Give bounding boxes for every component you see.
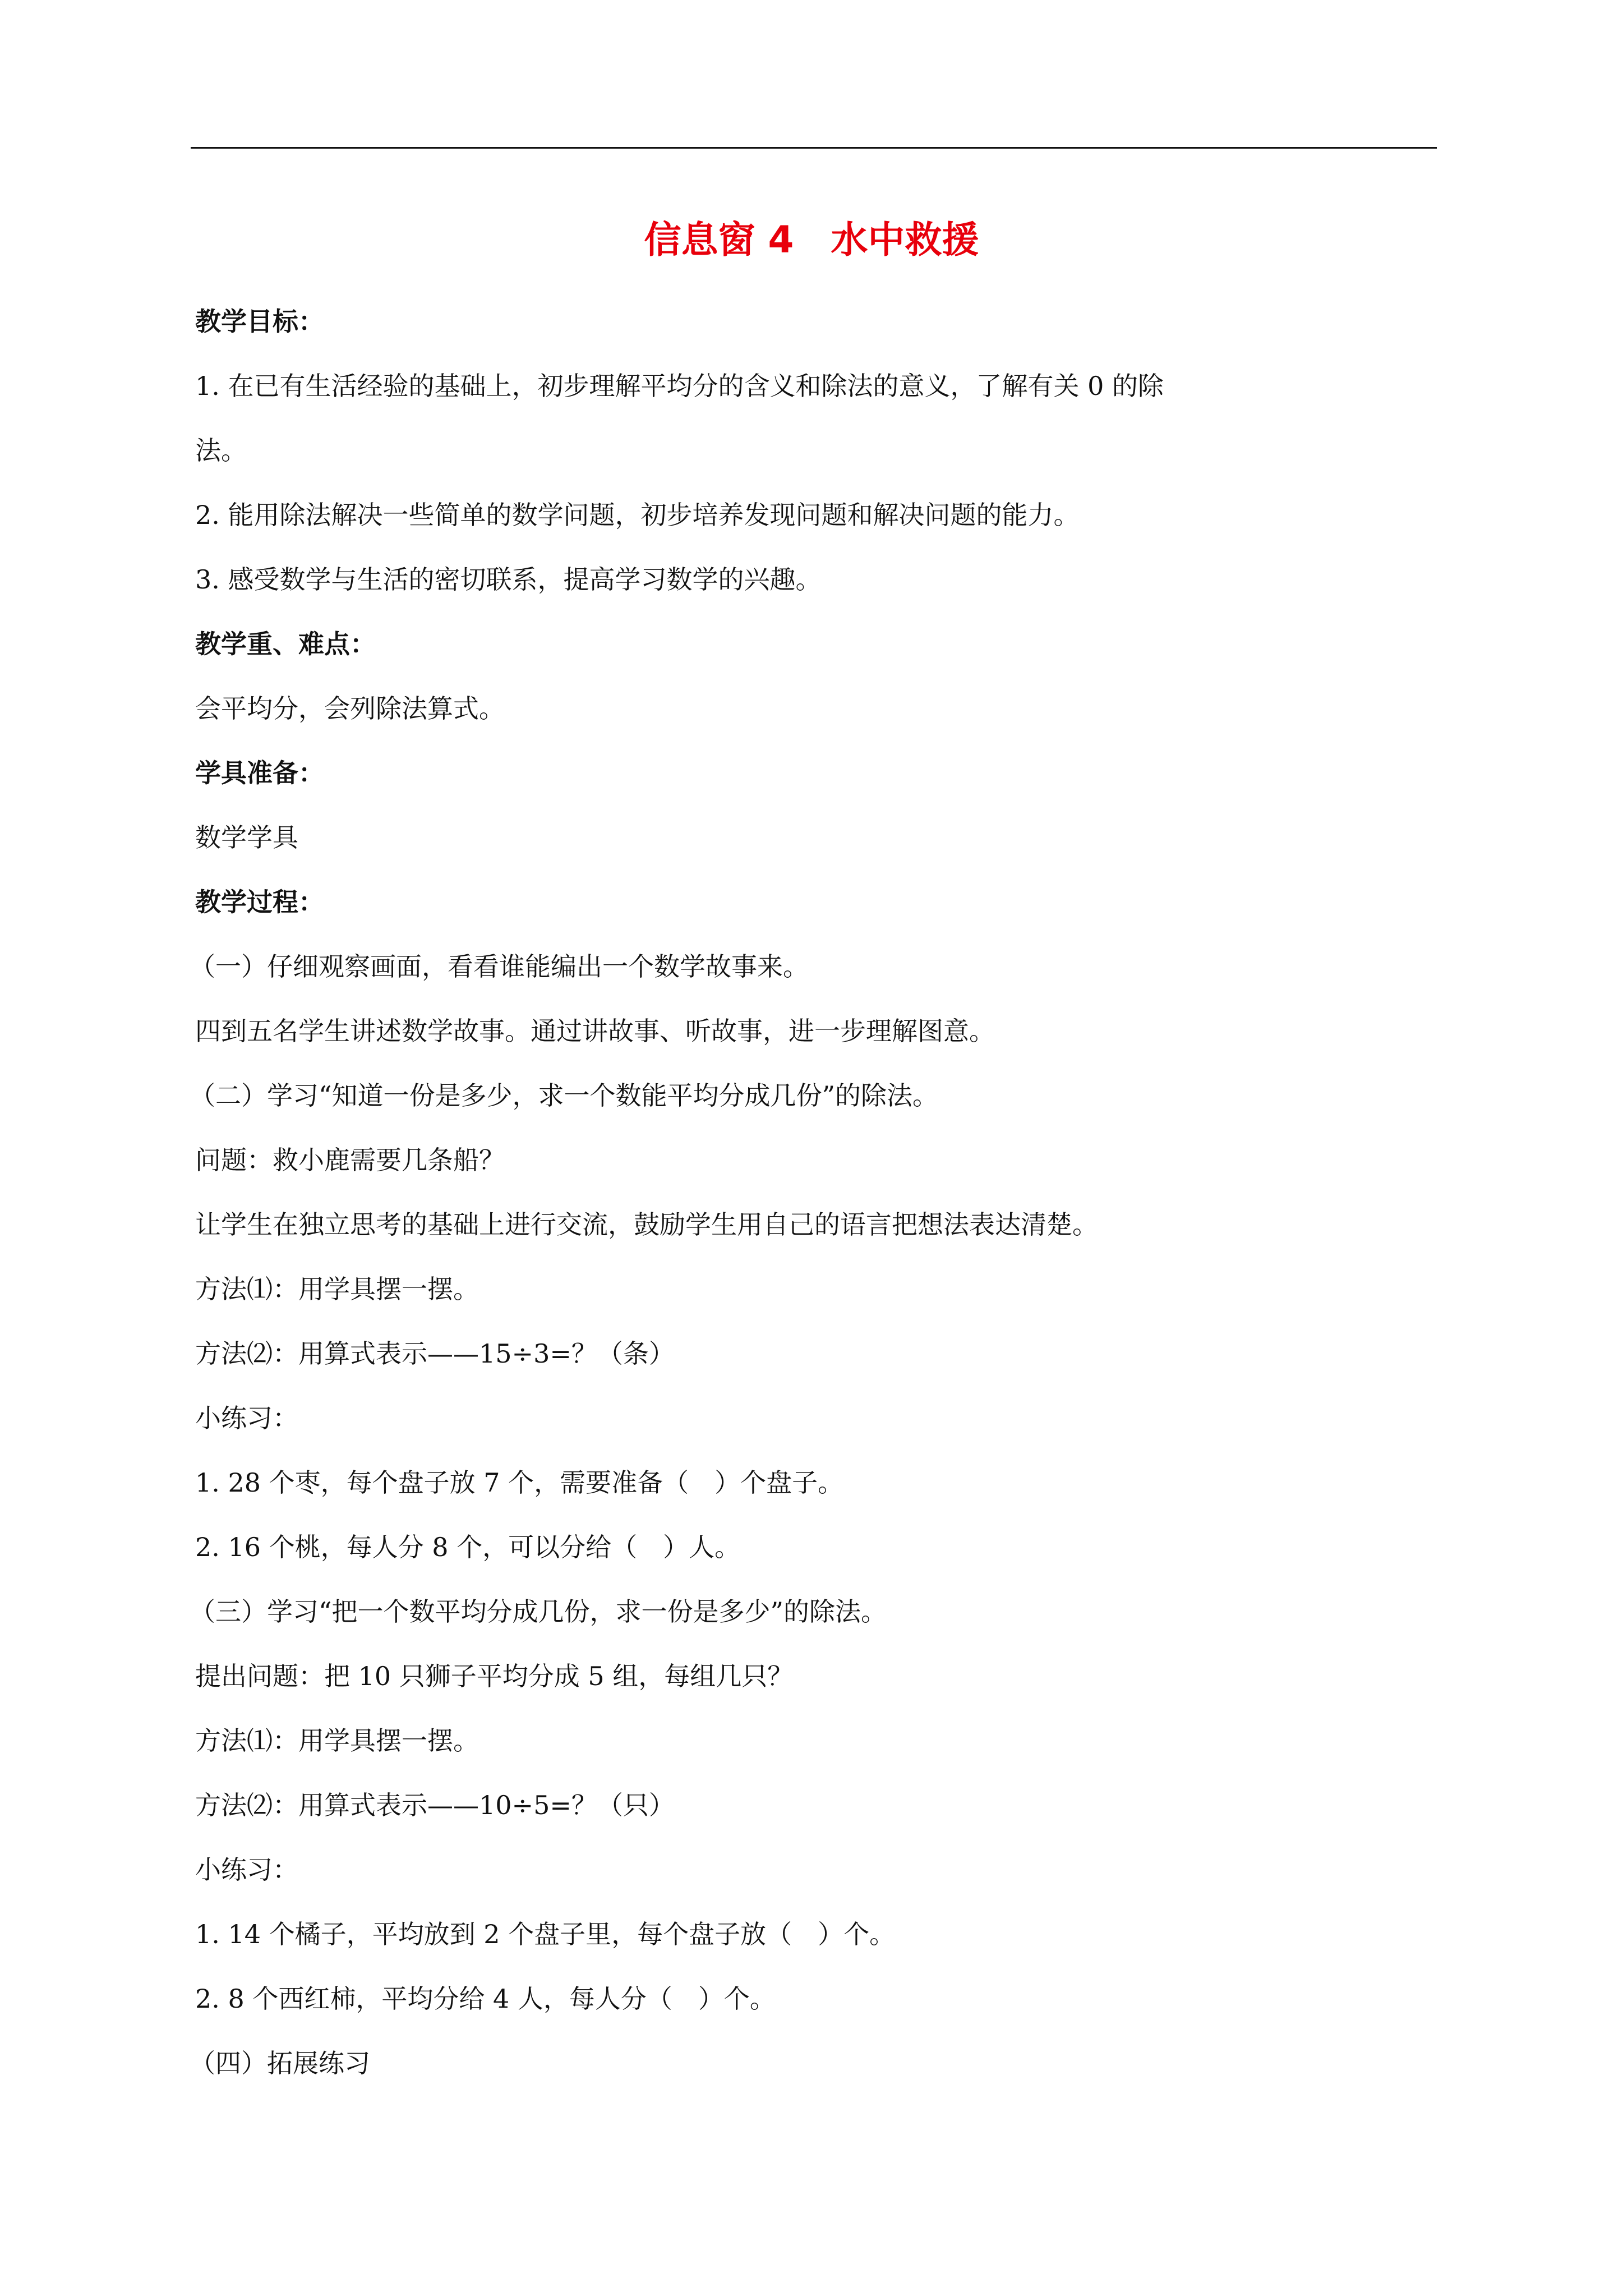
section-heading-materials: 学具准备： xyxy=(195,758,324,788)
process-line: 让学生在独立思考的基础上进行交流，鼓励学生用自己的语言把想法表达清楚。 xyxy=(195,1209,1098,1240)
process-line: 2. 16 个桃，每人分 8 个，可以分给（ ）人。 xyxy=(195,1532,741,1562)
process-line: 小练习： xyxy=(195,1855,298,1885)
process-line: 方法⑴：用学具摆一摆。 xyxy=(195,1726,479,1756)
process-line: （一）仔细观察画面，看看谁能编出一个数学故事来。 xyxy=(190,951,809,982)
key-points-line: 会平均分，会列除法算式。 xyxy=(195,693,505,724)
process-line: 1. 14 个橘子，平均放到 2 个盘子里，每个盘子放（ ）个。 xyxy=(195,1919,896,1949)
process-line: 四到五名学生讲述数学故事。通过讲故事、听故事，进一步理解图意。 xyxy=(195,1016,995,1046)
process-line: （四）拓展练习 xyxy=(190,2048,370,2078)
process-line: 2. 8 个西红柿，平均分给 4 人，每人分（ ）个。 xyxy=(195,1984,776,2014)
process-line: 小练习： xyxy=(195,1403,298,1433)
process-line: 方法⑴：用学具摆一摆。 xyxy=(195,1274,479,1304)
section-heading-process: 教学过程： xyxy=(195,887,324,917)
objective-line: 2. 能用除法解决一些简单的数学问题，初步培养发现问题和解决问题的能力。 xyxy=(195,500,1080,530)
objective-line: 1. 在已有生活经验的基础上，初步理解平均分的含义和除法的意义，了解有关 0 的除 xyxy=(195,371,1164,401)
section-heading-key-points: 教学重、难点： xyxy=(195,629,376,659)
materials-line: 数学学具 xyxy=(195,822,298,853)
objective-line: 法。 xyxy=(195,435,247,466)
process-line: 方法⑵：用算式表示——10÷5=？（只） xyxy=(195,1790,675,1820)
objective-line: 3. 感受数学与生活的密切联系，提高学习数学的兴趣。 xyxy=(195,564,822,595)
section-heading-objectives: 教学目标： xyxy=(195,306,324,337)
document-body xyxy=(190,289,1429,2096)
process-line: 1. 28 个枣，每个盘子放 7 个，需要准备（ ）个盘子。 xyxy=(195,1467,844,1498)
process-line: （二）学习“知道一份是多少，求一个数能平均分成几份”的除法。 xyxy=(190,1080,939,1111)
process-line: 问题：救小鹿需要几条船？ xyxy=(195,1145,505,1175)
process-line: 提出问题：把 10 只狮子平均分成 5 组，每组几只？ xyxy=(195,1661,794,1691)
document-title: 信息窗 4 水中救援 xyxy=(644,218,979,261)
header-rule xyxy=(191,147,1437,149)
process-line: 方法⑵：用算式表示——15÷3=？（条） xyxy=(195,1338,675,1369)
process-line: （三）学习“把一个数平均分成几份，求一份是多少”的除法。 xyxy=(190,1596,887,1627)
